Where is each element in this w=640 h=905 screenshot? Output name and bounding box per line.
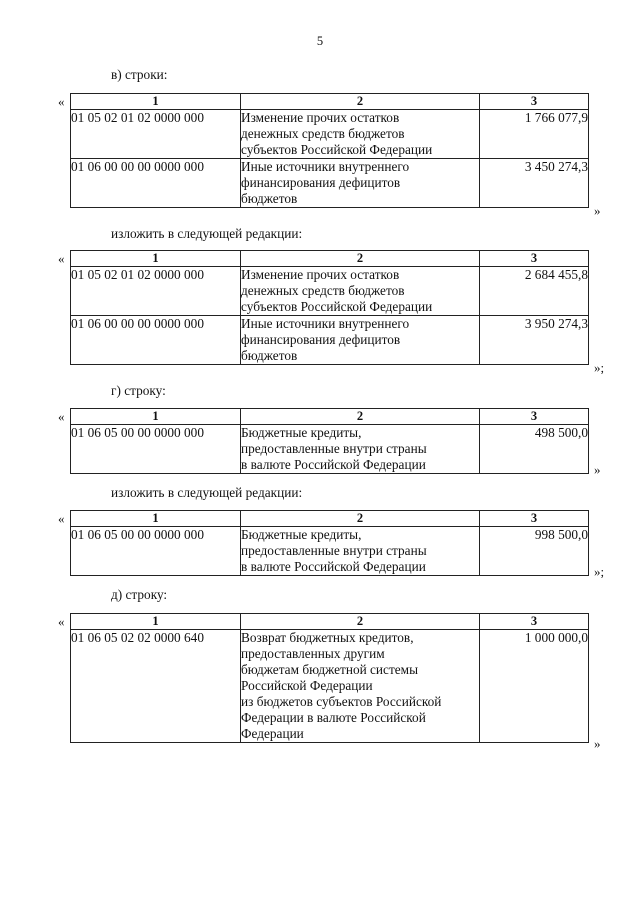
name-line: Иные источники внутреннего <box>241 316 410 331</box>
table-header-row <box>71 511 589 527</box>
name-line: финансирования дефицитов <box>241 332 401 347</box>
column-header: 2 <box>241 94 480 110</box>
row-code: 01 06 00 00 00 0000 000 <box>71 159 241 208</box>
column-header: 3 <box>480 614 589 630</box>
amendment-block-3 <box>58 408 601 477</box>
name-line: Бюджетные кредиты, <box>241 527 362 542</box>
row-name <box>241 159 480 208</box>
open-quote: « <box>58 251 65 266</box>
table-row <box>71 159 589 208</box>
table-header-row <box>71 409 589 425</box>
row-amount: 1 766 077,9 <box>480 110 589 159</box>
amendment-block-1 <box>58 93 601 218</box>
name-line: денежных средств бюджетов <box>241 283 405 298</box>
row-name <box>241 527 480 576</box>
row-amount: 3 950 274,3 <box>480 316 589 365</box>
name-line: в валюте Российской Федерации <box>241 559 426 574</box>
amendment-block-4 <box>58 510 605 579</box>
caption-section-4: изложить в следующей редакции: <box>111 485 303 500</box>
column-header: 3 <box>480 409 589 425</box>
column-header: 2 <box>241 614 480 630</box>
column-header: 2 <box>241 251 480 267</box>
open-quote: « <box>58 94 65 109</box>
amendment-table <box>70 613 589 743</box>
row-name <box>241 267 480 316</box>
row-code: 01 06 00 00 00 0000 000 <box>71 316 241 365</box>
amendment-block-5 <box>58 613 601 751</box>
name-line: субъектов Российской Федерации <box>241 299 433 314</box>
amendment-table <box>70 93 589 208</box>
name-line: Изменение прочих остатков <box>241 267 400 282</box>
row-code: 01 05 02 01 02 0000 000 <box>71 267 241 316</box>
name-line: Иные источники внутреннего <box>241 159 410 174</box>
name-line: Российской Федерации <box>241 678 373 693</box>
table-row <box>71 110 589 159</box>
column-header: 1 <box>71 511 241 527</box>
close-quote: »; <box>594 360 605 375</box>
name-line: бюджетов <box>241 348 298 363</box>
open-quote: « <box>58 409 65 424</box>
column-header: 2 <box>241 511 480 527</box>
row-amount: 2 684 455,8 <box>480 267 589 316</box>
table-row <box>71 527 589 576</box>
caption-section-1: в) строки: <box>111 67 168 82</box>
name-line: субъектов Российской Федерации <box>241 142 433 157</box>
column-header: 3 <box>480 511 589 527</box>
table-row <box>71 267 589 316</box>
table-row <box>71 425 589 474</box>
amendment-table <box>70 408 589 474</box>
close-quote: » <box>594 736 601 751</box>
table-header-row <box>71 614 589 630</box>
table-row <box>71 316 589 365</box>
name-line: предоставленные внутри страны <box>241 441 427 456</box>
close-quote: »; <box>594 564 605 579</box>
table-header-row <box>71 251 589 267</box>
open-quote: « <box>58 511 65 526</box>
close-quote: » <box>594 203 601 218</box>
row-amount: 998 500,0 <box>480 527 589 576</box>
caption-section-2: изложить в следующей редакции: <box>111 226 303 241</box>
row-name <box>241 110 480 159</box>
row-amount: 1 000 000,0 <box>480 630 589 743</box>
column-header: 2 <box>241 409 480 425</box>
row-name <box>241 630 480 743</box>
column-header: 1 <box>71 251 241 267</box>
name-line: Федерации <box>241 726 304 741</box>
row-name <box>241 425 480 474</box>
name-line: Федерации в валюте Российской <box>241 710 426 725</box>
table-header-row <box>71 94 589 110</box>
page-number: 5 <box>316 34 324 48</box>
name-line: финансирования дефицитов <box>241 175 401 190</box>
row-name <box>241 316 480 365</box>
name-line: бюджетам бюджетной системы <box>241 662 419 677</box>
name-line: Возврат бюджетных кредитов, <box>241 630 414 645</box>
table-row <box>71 630 589 743</box>
row-amount: 3 450 274,3 <box>480 159 589 208</box>
column-header: 3 <box>480 94 589 110</box>
name-line: из бюджетов субъектов Российской <box>241 694 442 709</box>
caption-section-5: д) строку: <box>111 587 168 602</box>
open-quote: « <box>58 614 65 629</box>
name-line: предоставленных другим <box>241 646 385 661</box>
name-line: денежных средств бюджетов <box>241 126 405 141</box>
column-header: 3 <box>480 251 589 267</box>
row-code: 01 06 05 02 02 0000 640 <box>71 630 241 743</box>
name-line: предоставленные внутри страны <box>241 543 427 558</box>
column-header: 1 <box>71 614 241 630</box>
amendment-table <box>70 510 589 576</box>
row-code: 01 05 02 01 02 0000 000 <box>71 110 241 159</box>
amendment-table <box>70 250 589 365</box>
close-quote: » <box>594 462 601 477</box>
row-code: 01 06 05 00 00 0000 000 <box>71 527 241 576</box>
row-code: 01 06 05 00 00 0000 000 <box>71 425 241 474</box>
row-amount: 498 500,0 <box>480 425 589 474</box>
name-line: Изменение прочих остатков <box>241 110 400 125</box>
name-line: в валюте Российской Федерации <box>241 457 426 472</box>
caption-section-3: г) строку: <box>111 383 166 398</box>
column-header: 1 <box>71 94 241 110</box>
amendment-block-2 <box>58 250 605 375</box>
name-line: Бюджетные кредиты, <box>241 425 362 440</box>
name-line: бюджетов <box>241 191 298 206</box>
column-header: 1 <box>71 409 241 425</box>
